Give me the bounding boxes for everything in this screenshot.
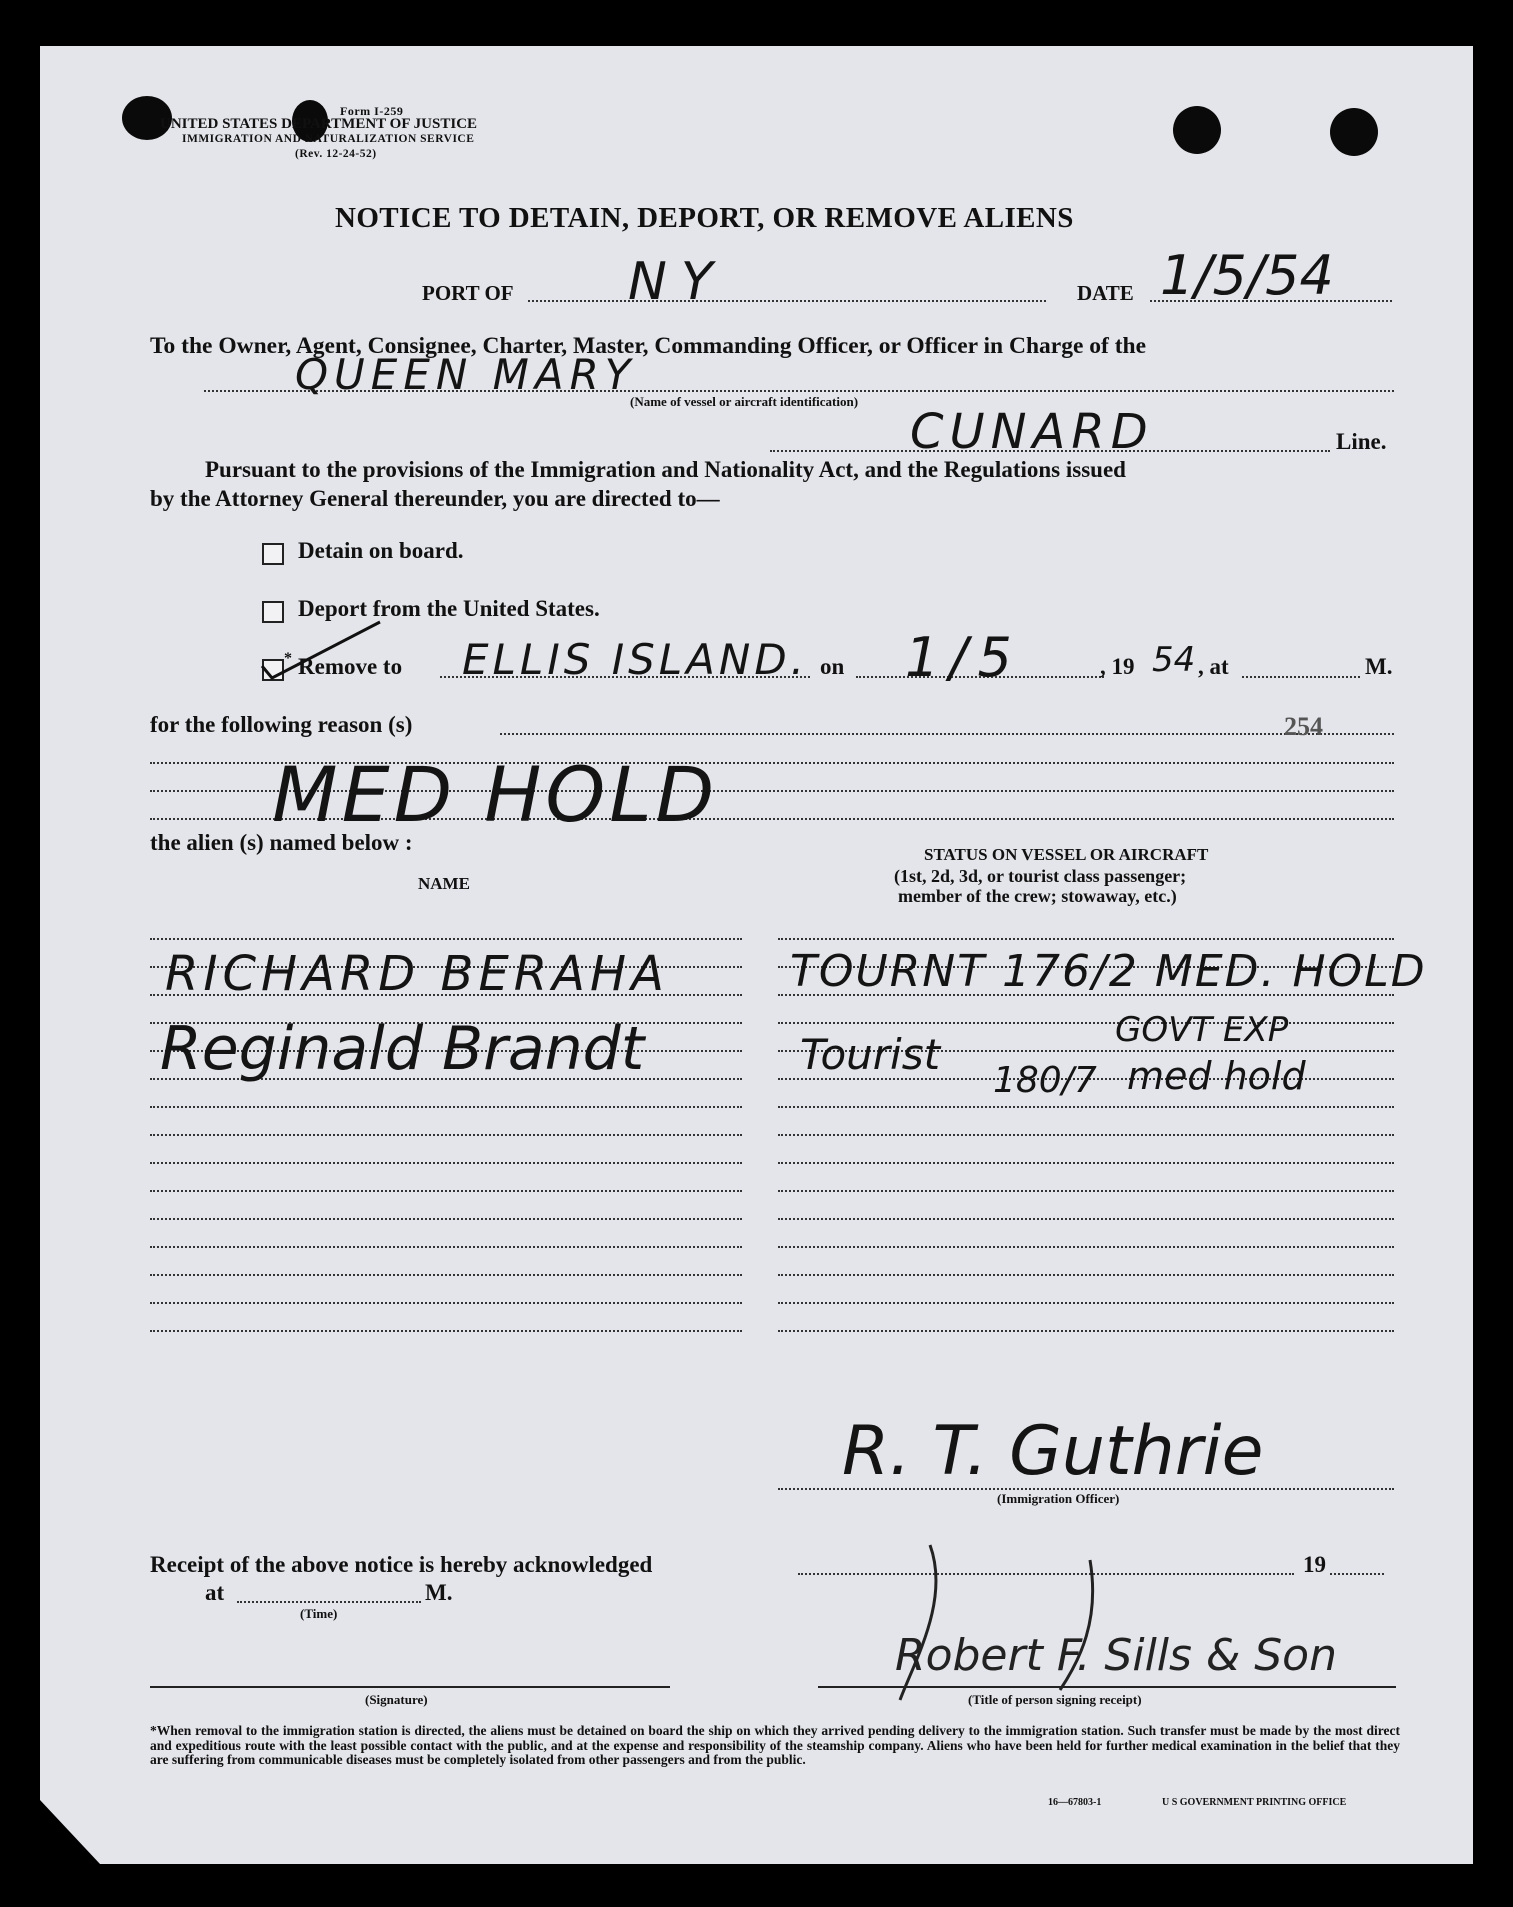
vessel-caption: (Name of vessel or aircraft identification) [630,394,859,409]
receipt-signature-flourish [900,1545,1093,1700]
alien-2-name: Reginald Brandt [160,1014,645,1084]
alien-1-name: RICHARD BERAHA [165,946,669,1002]
line-label: Line. [1336,429,1387,454]
m-label: M. [1365,654,1393,679]
printer-imprint: U S GOVERNMENT PRINTING OFFICE [1162,1797,1347,1808]
alien-1-status: TOURNT 176/2 MED. HOLD [790,946,1427,997]
date-value: 1/5/54 [1160,244,1334,307]
date-label: DATE [1077,281,1134,305]
at-label: , at [1198,654,1229,679]
port-label: PORT OF [422,281,514,305]
remove-asterisk: * [284,650,292,667]
receipt-m-label: M. [425,1580,453,1605]
alien-2-note-top: GOVT EXP [1115,1010,1289,1050]
receipt-signature-value: Robert F. Sills & Son [895,1630,1337,1681]
footnote: *When removal to the immigration station is directed, the aliens must be detained on board the ship on which they arrived pending delivery to the immigration station. Such transfer must be made by the most direct and expeditious route with the least possible contact with the public, and at the expense and responsibility of the steamship company. Aliens who have been held for further medical examination in the belief that they are suffering from communicable diseases must be completely isolated from other passengers and from the public. [150,1723,1400,1767]
status-column-header-3: member of the crew; stowaway, etc.) [898,886,1177,906]
receipt-time-caption: (Time) [300,1606,338,1621]
detain-label: Detain on board. [298,538,464,563]
line-value: CUNARD [910,404,1154,460]
print-code: 16—67803-1 [1048,1797,1102,1808]
status-column-header-1: STATUS ON VESSEL OR AIRCRAFT [924,845,1209,864]
name-column-header: NAME [418,874,470,893]
agency-line-1: UNITED STATES DEPARTMENT OF JUSTICE [160,116,478,132]
signature-caption: (Signature) [365,1692,428,1707]
deport-label: Deport from the United States. [298,596,600,621]
port-value: NY [628,252,727,312]
on-label: on [820,654,845,679]
reasons-stamp: 254 [1284,712,1323,741]
receipt-year: 19 [1303,1552,1326,1577]
alien-2-number: 180/7 [993,1060,1097,1101]
paper-corner-fold [40,1800,100,1864]
alien-2-status: Tourist [800,1030,941,1079]
alien-2-note-bottom: med hold [1127,1054,1306,1098]
remove-label: Remove to [298,654,403,679]
addressee-text: To the Owner, Agent, Consignee, Charter, Master, Commanding Officer, or Officer in Charge of the [150,333,1147,359]
destination-value: ELLIS ISLAND. [462,635,809,684]
agency-line-2: IMMIGRATION AND NATURALIZATION SERVICE [182,133,475,145]
officer-signature: R. T. Guthrie [842,1412,1264,1491]
pursuant-line-2: by the Attorney General thereunder, you are directed to— [150,486,720,511]
reasons-label: for the following reason (s) [150,712,413,737]
year-value: 54 [1152,640,1196,680]
officer-caption: (Immigration Officer) [997,1491,1120,1506]
vessel-value: QUEEN MARY [295,350,637,399]
on-value: 1/5 [905,626,1022,689]
form-revision: (Rev. 12-24-52) [295,148,377,160]
form-number: Form I-259 [340,104,404,118]
title-caption: (Title of person signing receipt) [968,1692,1142,1707]
reasons-value: MED HOLD [272,750,719,839]
receipt-text: Receipt of the above notice is hereby acknowledged [150,1552,653,1577]
aliens-label: the alien (s) named below : [150,830,413,855]
page-title: NOTICE TO DETAIN, DEPORT, OR REMOVE ALIENS [335,202,1074,234]
remove-check-mark [262,622,380,678]
receipt-at-label: at [205,1580,225,1605]
pursuant-line-1: Pursuant to the provisions of the Immigration and Nationality Act, and the Regulations issued [205,457,1126,482]
status-column-header-2: (1st, 2d, 3d, or tourist class passenger; [894,866,1187,886]
year-prefix: , 19 [1100,654,1135,679]
